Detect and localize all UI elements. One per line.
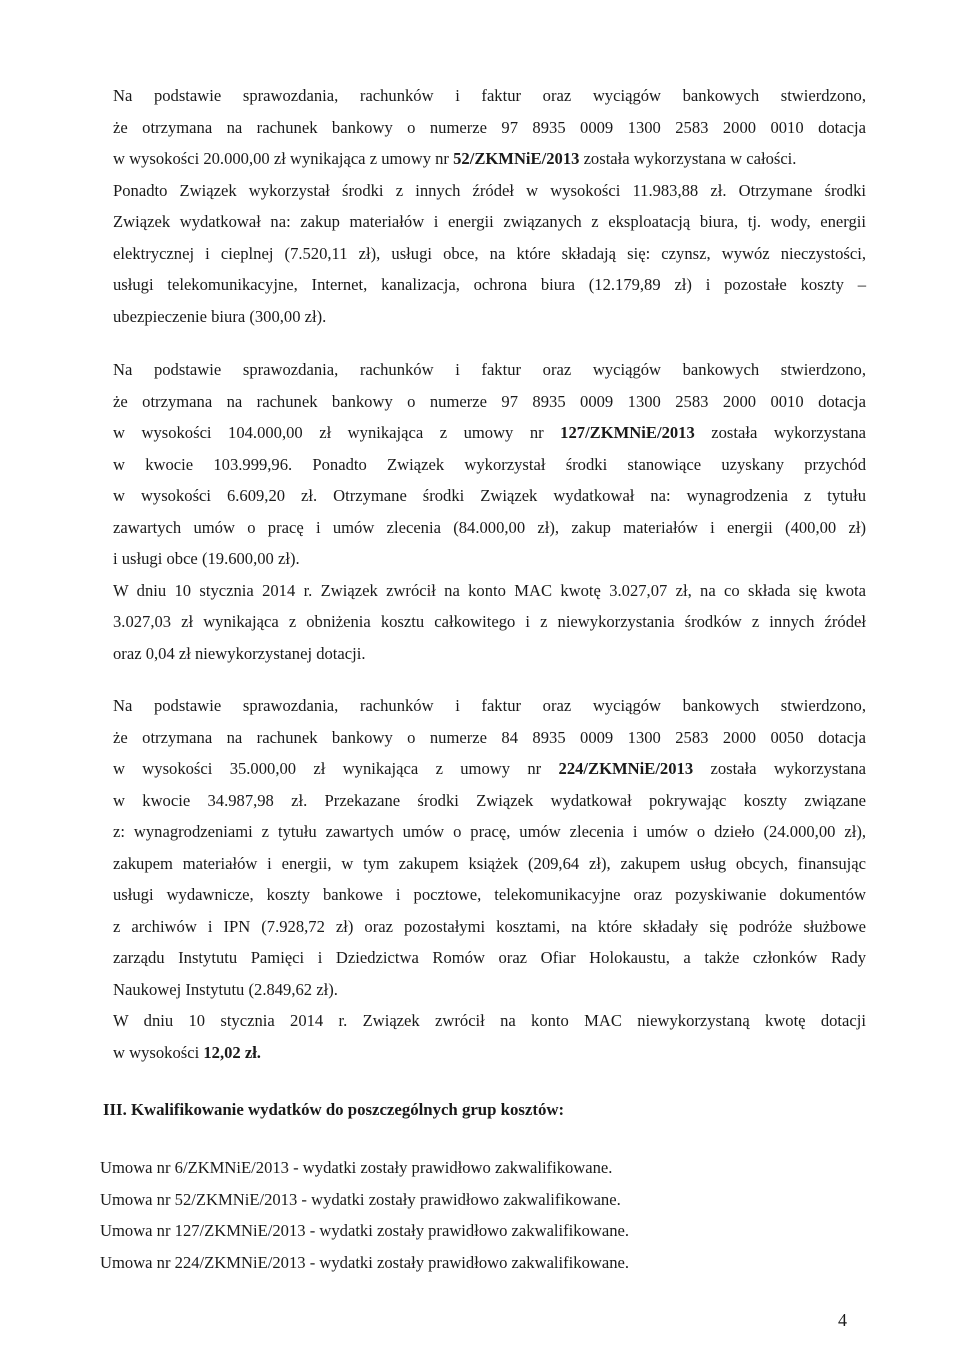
list-item: Umowa nr 52/ZKMNiE/2013 - wydatki zostały prawidłowo zakwalifikowane.: [100, 1189, 621, 1209]
text-run: została wykorzystana: [694, 423, 866, 442]
text-line: w kwocie 34.987,98 zł. Przekazane środki Związek wydatkował pokrywając koszty związane: [113, 790, 866, 810]
text-line: [113, 1037, 866, 1069]
section-heading: III. Kwalifikowanie wydatków do poszczególnych grup kosztów:: [103, 1100, 565, 1119]
text-line: ubezpieczenie biura (300,00 zł).: [113, 306, 327, 326]
text-line: z archiwów i IPN (7.928,72 zł) oraz pozostałymi kosztami, na które składały się podróże służbowe: [113, 916, 866, 936]
text-line: W dniu 10 stycznia 2014 r. Związek zwrócił na konto MAC niewykorzystaną kwotę dotacji: [113, 1011, 866, 1030]
paragraph-2: [113, 354, 866, 669]
text-line: Na podstawie sprawozdania, rachunków i faktur oraz wyciągów bankowych stwierdzono,: [113, 696, 866, 715]
list-item: Umowa nr 6/ZKMNiE/2013 - wydatki zostały prawidłowo zakwalifikowane.: [100, 1158, 613, 1177]
page-number: 4: [838, 1310, 847, 1330]
classification-list: [100, 1152, 800, 1278]
text-line: że otrzymana na rachunek bankowy o numerze 97 8935 0009 1300 2583 2000 0010 dotacja: [113, 117, 866, 137]
text-line: że otrzymana na rachunek bankowy o numerze 84 8935 0009 1300 2583 2000 0050 dotacja: [113, 727, 866, 747]
list-item: Umowa nr 127/ZKMNiE/2013 - wydatki zostały prawidłowo zakwalifikowane.: [100, 1221, 630, 1240]
text-line: Na podstawie sprawozdania, rachunków i faktur oraz wyciągów bankowych stwierdzono,: [113, 86, 866, 105]
text-line: zakupem materiałów i energii, w tym zakupem książek (209,64 zł), zakupem usług obcych, finansując: [113, 853, 866, 873]
text-line: zawartych umów o pracę i umów zlecenia (84.000,00 zł), zakup materiałów i energii (400,00 zł): [113, 517, 866, 537]
text-line: w kwocie 103.999,96. Ponadto Związek wykorzystał środki stanowiące uzyskany przychód: [113, 454, 866, 474]
text-line: elektrycznej i cieplnej (7.520,11 zł), usługi obce, na które składają się: czynsz, wywóz nieczystości,: [113, 243, 866, 263]
text-line: usługi wydawnicze, koszty bankowe i pocztowe, telekomunikacyjne oraz pozyskiwanie dokumentów: [113, 885, 866, 904]
text-run: została wykorzystana: [693, 759, 866, 778]
text-run: została wykorzystana w całości.: [579, 149, 797, 168]
text-line: w wysokości 6.609,20 zł. Otrzymane środki Związek wydatkował na: wynagrodzenia z tytułu: [113, 486, 866, 505]
list-item: Umowa nr 224/ZKMNiE/2013 - wydatki zostały prawidłowo zakwalifikowane.: [100, 1252, 630, 1272]
text-line: że otrzymana na rachunek bankowy o numerze 97 8935 0009 1300 2583 2000 0010 dotacja: [113, 391, 866, 411]
paragraph-1: [113, 80, 866, 332]
paragraph-3: [113, 690, 866, 1068]
contract-number: 52/ZKMNiE/2013: [453, 149, 580, 168]
refund-amount: 12,02 zł.: [203, 1042, 261, 1062]
text-line: oraz 0,04 zł niewykorzystanej dotacji.: [113, 643, 366, 663]
text-line: Ponadto Związek wykorzystał środki z innych źródeł w wysokości 11.983,88 zł. Otrzymane środki: [113, 180, 866, 200]
text-line: [113, 143, 866, 175]
text-line: z: wynagrodzeniami z tytułu zawartych umów o pracę, umów zlecenia i umów o dzieło (24.000,00 zł),: [113, 822, 866, 841]
text-run: w wysokości: [113, 1042, 204, 1062]
text-line: [113, 417, 866, 449]
text-run: w wysokości 104.000,00 zł wynikająca z umowy nr: [113, 423, 561, 442]
contract-number: 127/ZKMNiE/2013: [560, 423, 695, 442]
text-line: zarządu Instytutu Pamięci i Dziedzictwa Romów oraz Ofiar Holokaustu, a także członków Rady: [113, 948, 866, 967]
text-line: i usługi obce (19.600,00 zł).: [113, 549, 300, 568]
text-line: usługi telekomunikacyjne, Internet, kanalizacja, ochrona biura (12.179,89 zł) i pozostałe koszty –: [113, 275, 866, 294]
text-run: w wysokości 20.000,00 zł wynikająca z umowy nr: [113, 149, 454, 168]
text-line: [113, 753, 866, 785]
text-line: 3.027,03 zł wynikająca z obniżenia kosztu całkowitego i z niewykorzystania środków z innych źródeł: [113, 612, 866, 631]
text-line: Związek wydatkował na: zakup materiałów i energii związanych z eksploatacją biura, tj. wody, energii: [113, 212, 866, 231]
text-line: W dniu 10 stycznia 2014 r. Związek zwrócił na konto MAC kwotę 3.027,07 zł, na co składa się kwota: [113, 580, 866, 600]
text-line: Na podstawie sprawozdania, rachunków i faktur oraz wyciągów bankowych stwierdzono,: [113, 360, 866, 379]
contract-number: 224/ZKMNiE/2013: [558, 759, 694, 778]
text-run: w wysokości 35.000,00 zł wynikająca z umowy nr: [113, 759, 559, 778]
text-line: Naukowej Instytutu (2.849,62 zł).: [113, 979, 338, 999]
